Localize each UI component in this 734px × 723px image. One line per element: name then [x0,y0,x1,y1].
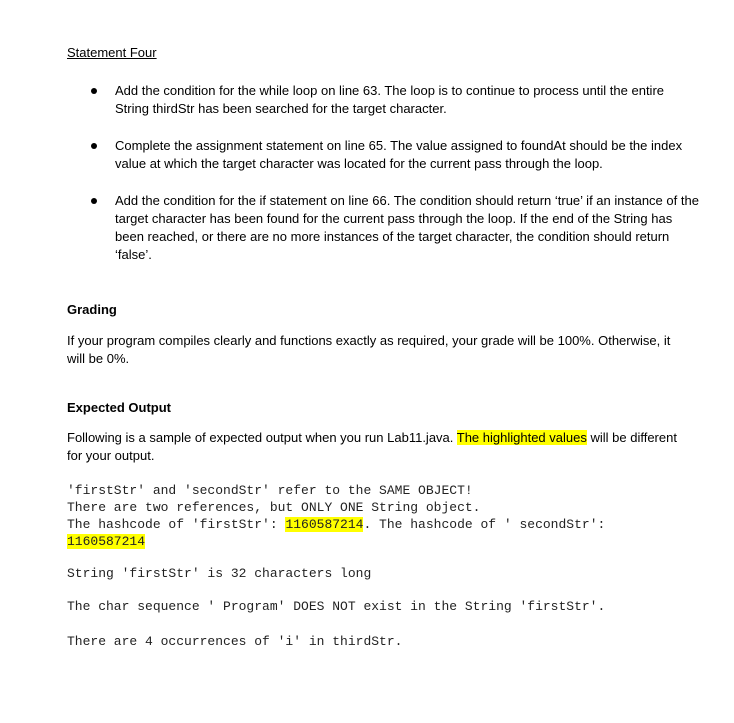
expected-output-title: Expected Output [67,400,172,415]
hashcode-highlight: 1160587214 [67,534,146,549]
output-line: There are 4 occurrences of 'i' in thirdStr. [67,634,403,649]
grading-text: If your program compiles clearly and functions exactly as required, your grade will be 100%. Otherwise, it will be 0%. [67,333,671,366]
output-text: . The hashcode of ' secondStr': [363,517,606,532]
bullet-item [91,82,701,118]
hashcode-highlight: 1160587214 [285,517,364,532]
statement-title: Statement Four [67,45,157,60]
expected-output-intro [67,429,687,465]
intro-text: Following is a sample of expected output when you run Lab11.java. [67,430,457,445]
output-line: 'firstStr' and 'secondStr' refer to the SAME OBJECT! [67,483,473,498]
output-text: The hashcode of 'firstStr': [67,517,286,532]
bullet-item [91,137,701,173]
bullet-text: Complete the assignment statement on line 65. The value assigned to foundAt should be the index value at which the target character was located for the current pass through the loop. [115,138,683,171]
output-line-hashcode-2 [67,534,145,550]
output-line: The char sequence ' Program' DOES NOT exist in the String 'firstStr'. [67,599,606,614]
output-line: String 'firstStr' is 32 characters long [67,566,372,581]
bullet-text: Add the condition for the if statement on line 66. The condition should return ‘true’ if an instance of the target character has been found for the current pass through the loop. If the end of the String has been reached, or there are no more instances of the target character, the condition should return ‘false’. [115,193,699,262]
intro-highlight: The highlighted values [456,430,587,445]
bullet-item [91,192,701,264]
output-line-hashcode [67,517,605,533]
bullet-dot-icon [91,198,97,204]
statement-bullet-list [91,82,701,283]
bullet-dot-icon [91,88,97,94]
grading-title: Grading [67,302,117,317]
bullet-text: Add the condition for the while loop on line 63. The loop is to continue to process until the entire String thirdStr has been searched for the target character. [115,83,665,116]
output-line: There are two references, but ONLY ONE String object. [67,500,481,515]
intro-text-end: will be different for your output. [67,430,677,463]
bullet-dot-icon [91,143,97,149]
